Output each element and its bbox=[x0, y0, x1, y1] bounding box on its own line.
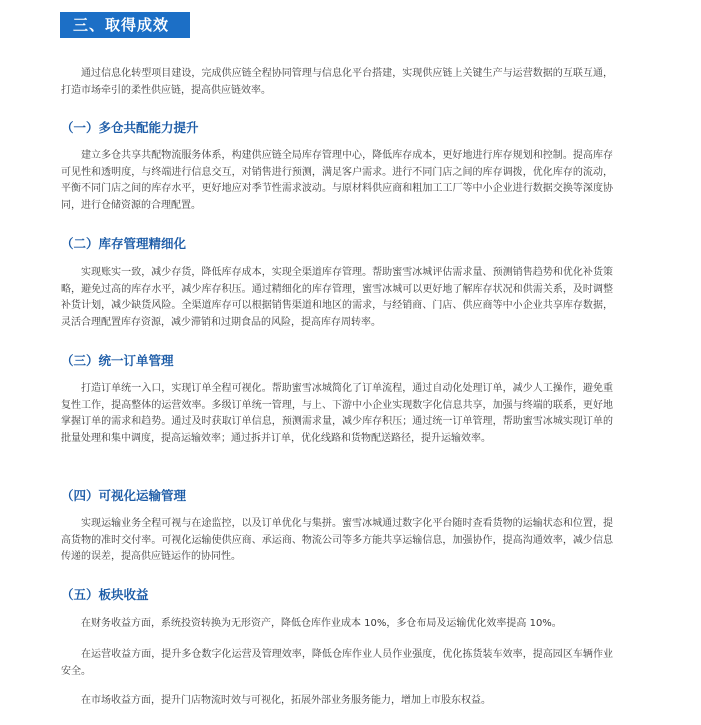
section-2-paragraph: 实现账实一致，减少存货，降低库存成本，实现全渠道库存管理。帮助蜜雪冰城评估需求量、预测销售趋势和优化补货策略，避免过高的库存水平，减少库存积压。通过精细化的库存管理，蜜雪冰城可以更好地了解库存状况和供需关系，及时调整补货计划，减少缺货风险。全渠道库存可以根据销售渠道和地区的需求，与经销商、门店、供应商等中小企业共享库存数据，灵活合理配置库存资源，减少滞销和过期食品的风险，提高库存周转率。 bbox=[61, 267, 613, 328]
section-3-paragraph: 打造订单统一入口，实现订单全程可视化。帮助蜜雪冰城简化了订单流程，通过自动化处理订单，减少人工操作，避免重复性工作，提高整体的运营效率。多级订单统一管理，与上、下游中小企业实现数字化信息共享，加强与终端的联系，更好地掌握订单的需求和趋势。通过及时获取订单信息，预测需求量，减少库存积压；通过统一订单管理，帮助蜜雪冰城实现订单的批量处理和集中调度，提高运输效率；通过拆并订单，优化线路和货物配送路径，提升运输效率。 bbox=[61, 383, 613, 444]
section-1-title: （一）多仓共配能力提升 bbox=[61, 120, 199, 135]
section-2-title: （二）库存管理精细化 bbox=[61, 236, 187, 251]
section-1-paragraph: 建立多仓共享共配物流服务体系，构建供应链全局库存管理中心，降低库存成本，更好地进行库存规划和控制。提高库存可见性和透明度，与终端进行信息交互，对销售进行预测，满足客户需求。进行不同门店之间的库存调拨，优化库存的流动，平衡不同门店之间的库存水平，更好地应对季节性需求波动。与原材料供应商和粗加工工厂等中小企业进行数据交换等深度协同，进行仓储资源的合理配置。 bbox=[61, 150, 613, 211]
section-5-paragraph-1: 在财务收益方面，系统投资转换为无形资产，降低仓库作业成本 10%，多仓布局及运输优化效率提高 10%。 bbox=[81, 618, 562, 629]
section-5-paragraph-2: 在运营收益方面，提升多仓数字化运营及管理效率，降低仓库作业人员作业强度，优化拣货装车效率，提高园区车辆作业安全。 bbox=[61, 649, 613, 677]
section-3-title: （三）统一订单管理 bbox=[61, 353, 174, 368]
main-heading: 三、取得成效 bbox=[60, 12, 190, 38]
section-4-title: （四）可视化运输管理 bbox=[61, 488, 187, 503]
intro-paragraph: 通过信息化转型项目建设，完成供应链全程协同管理与信息化平台搭建，实现供应链上关键生产与运营数据的互联互通，打造市场牵引的柔性供应链，提高供应链效率。 bbox=[61, 68, 613, 96]
section-4-paragraph: 实现运输业务全程可视与在途监控，以及订单优化与集拼。蜜雪冰城通过数字化平台随时查看货物的运输状态和位置，提高货物的准时交付率。可视化运输使供应商、承运商、物流公司等多方能共享运输信息，加强协作，提高沟通效率，减少信息传递的误差，提高供应链运作的协同性。 bbox=[61, 518, 613, 563]
section-5-paragraph-3: 在市场收益方面，提升门店物流时效与可视化，拓展外部业务服务能力，增加上市股东权益。 bbox=[81, 695, 491, 706]
section-5-title: （五）板块收益 bbox=[61, 587, 149, 602]
